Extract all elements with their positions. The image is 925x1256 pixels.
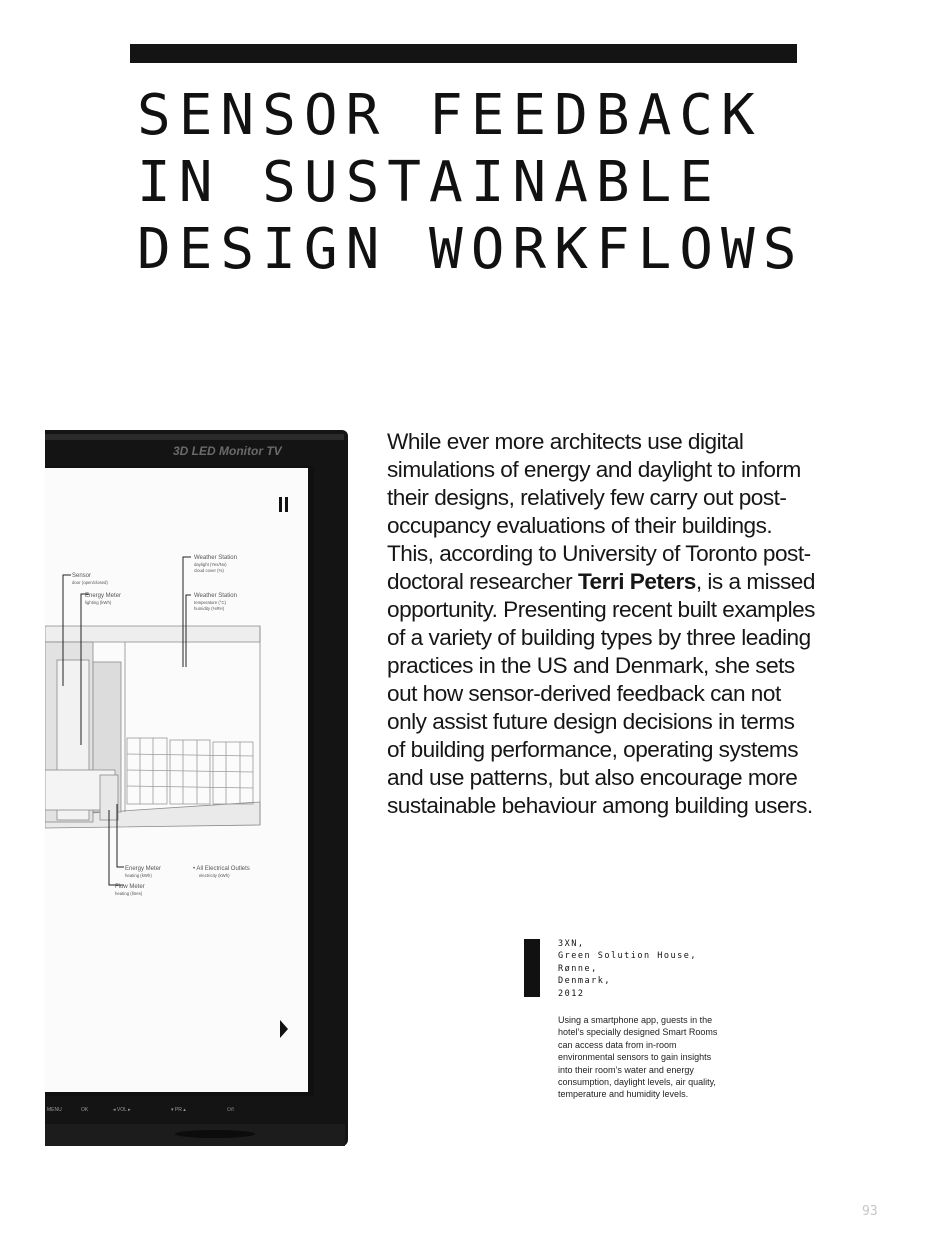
top-rule: [130, 44, 797, 63]
caption-marker: [524, 939, 540, 997]
article-title: [137, 82, 857, 283]
svg-text:daylight (Yes/No): daylight (Yes/No): [194, 562, 227, 567]
intro-text-start: While ever more architects use digital simulations of energy and daylight to inform their designs, relatively few carry out post-occupancy evaluations of their buildings. This, according to University of Toronto post-doctoral researcher: [387, 429, 811, 594]
svg-text:humidity (%RH): humidity (%RH): [194, 606, 225, 611]
svg-text:heating (kWh): heating (kWh): [125, 873, 152, 878]
control-ok: OK: [81, 1107, 89, 1113]
author-name: Terri Peters: [577, 569, 696, 594]
credit-line: Green Solution House,: [558, 951, 697, 962]
credit-line: Rønne,: [558, 963, 598, 974]
credit-line: 3XN,: [558, 939, 585, 949]
credit-line: 2012: [558, 988, 585, 999]
page-number: 93: [862, 1204, 878, 1219]
monitor-illustration: [45, 430, 350, 1146]
svg-text:door (open/closed): door (open/closed): [72, 580, 108, 585]
title-line-2: IN SUSTAINABLE: [137, 150, 722, 215]
intro-text-end: , is a missed opportunity. Presenting recent built examples of a variety of building types by three leading practices in the US and Denmark, she sets out how sensor-derived feedback can not only assist future design decisions in terms of building performance, operating systems and use patterns, but also encourage more sustainable behaviour among building users.: [387, 569, 815, 818]
svg-text:cloud cover (%): cloud cover (%): [194, 568, 224, 573]
article-intro: [387, 428, 817, 820]
control-menu: MENU: [47, 1107, 62, 1113]
svg-text:Energy Meter: Energy Meter: [125, 866, 162, 872]
svg-text:Weather Station: Weather Station: [194, 593, 237, 599]
svg-text:Weather Station: Weather Station: [194, 555, 237, 561]
caption-text: Using a smartphone app, guests in the hotel’s specially designed Smart Rooms can access data from in-room environmental sensors to gain insights into their room’s water and energy consumption, daylight levels, air quality, temperature and humidity levels.: [558, 1015, 718, 1100]
svg-text:Energy Meter: Energy Meter: [85, 593, 122, 599]
svg-text:Sensor: Sensor: [72, 573, 92, 579]
svg-text:lighting (kWh): lighting (kWh): [85, 600, 112, 605]
monitor-brand: 3D LED Monitor TV: [173, 444, 282, 458]
svg-text:heating (litres): heating (litres): [115, 891, 143, 896]
svg-text:temperature (°C): temperature (°C): [194, 600, 227, 605]
title-line-3: DESIGN WORKFLOWS: [137, 217, 805, 282]
svg-text:Flow Meter: Flow Meter: [115, 884, 145, 890]
svg-text:electricity (kWh): electricity (kWh): [199, 873, 230, 878]
credit-line: Denmark,: [558, 976, 611, 987]
control-vol: ◂ VOL ▸: [113, 1107, 131, 1113]
title-line-1: SENSOR FEEDBACK: [137, 83, 763, 148]
control-pr: ▾ PR ▴: [171, 1107, 186, 1113]
control-power: ⏻/I: [227, 1107, 234, 1113]
svg-text:• All Electrical Outlets: • All Electrical Outlets: [193, 866, 250, 872]
caption-credit: [558, 938, 758, 1000]
